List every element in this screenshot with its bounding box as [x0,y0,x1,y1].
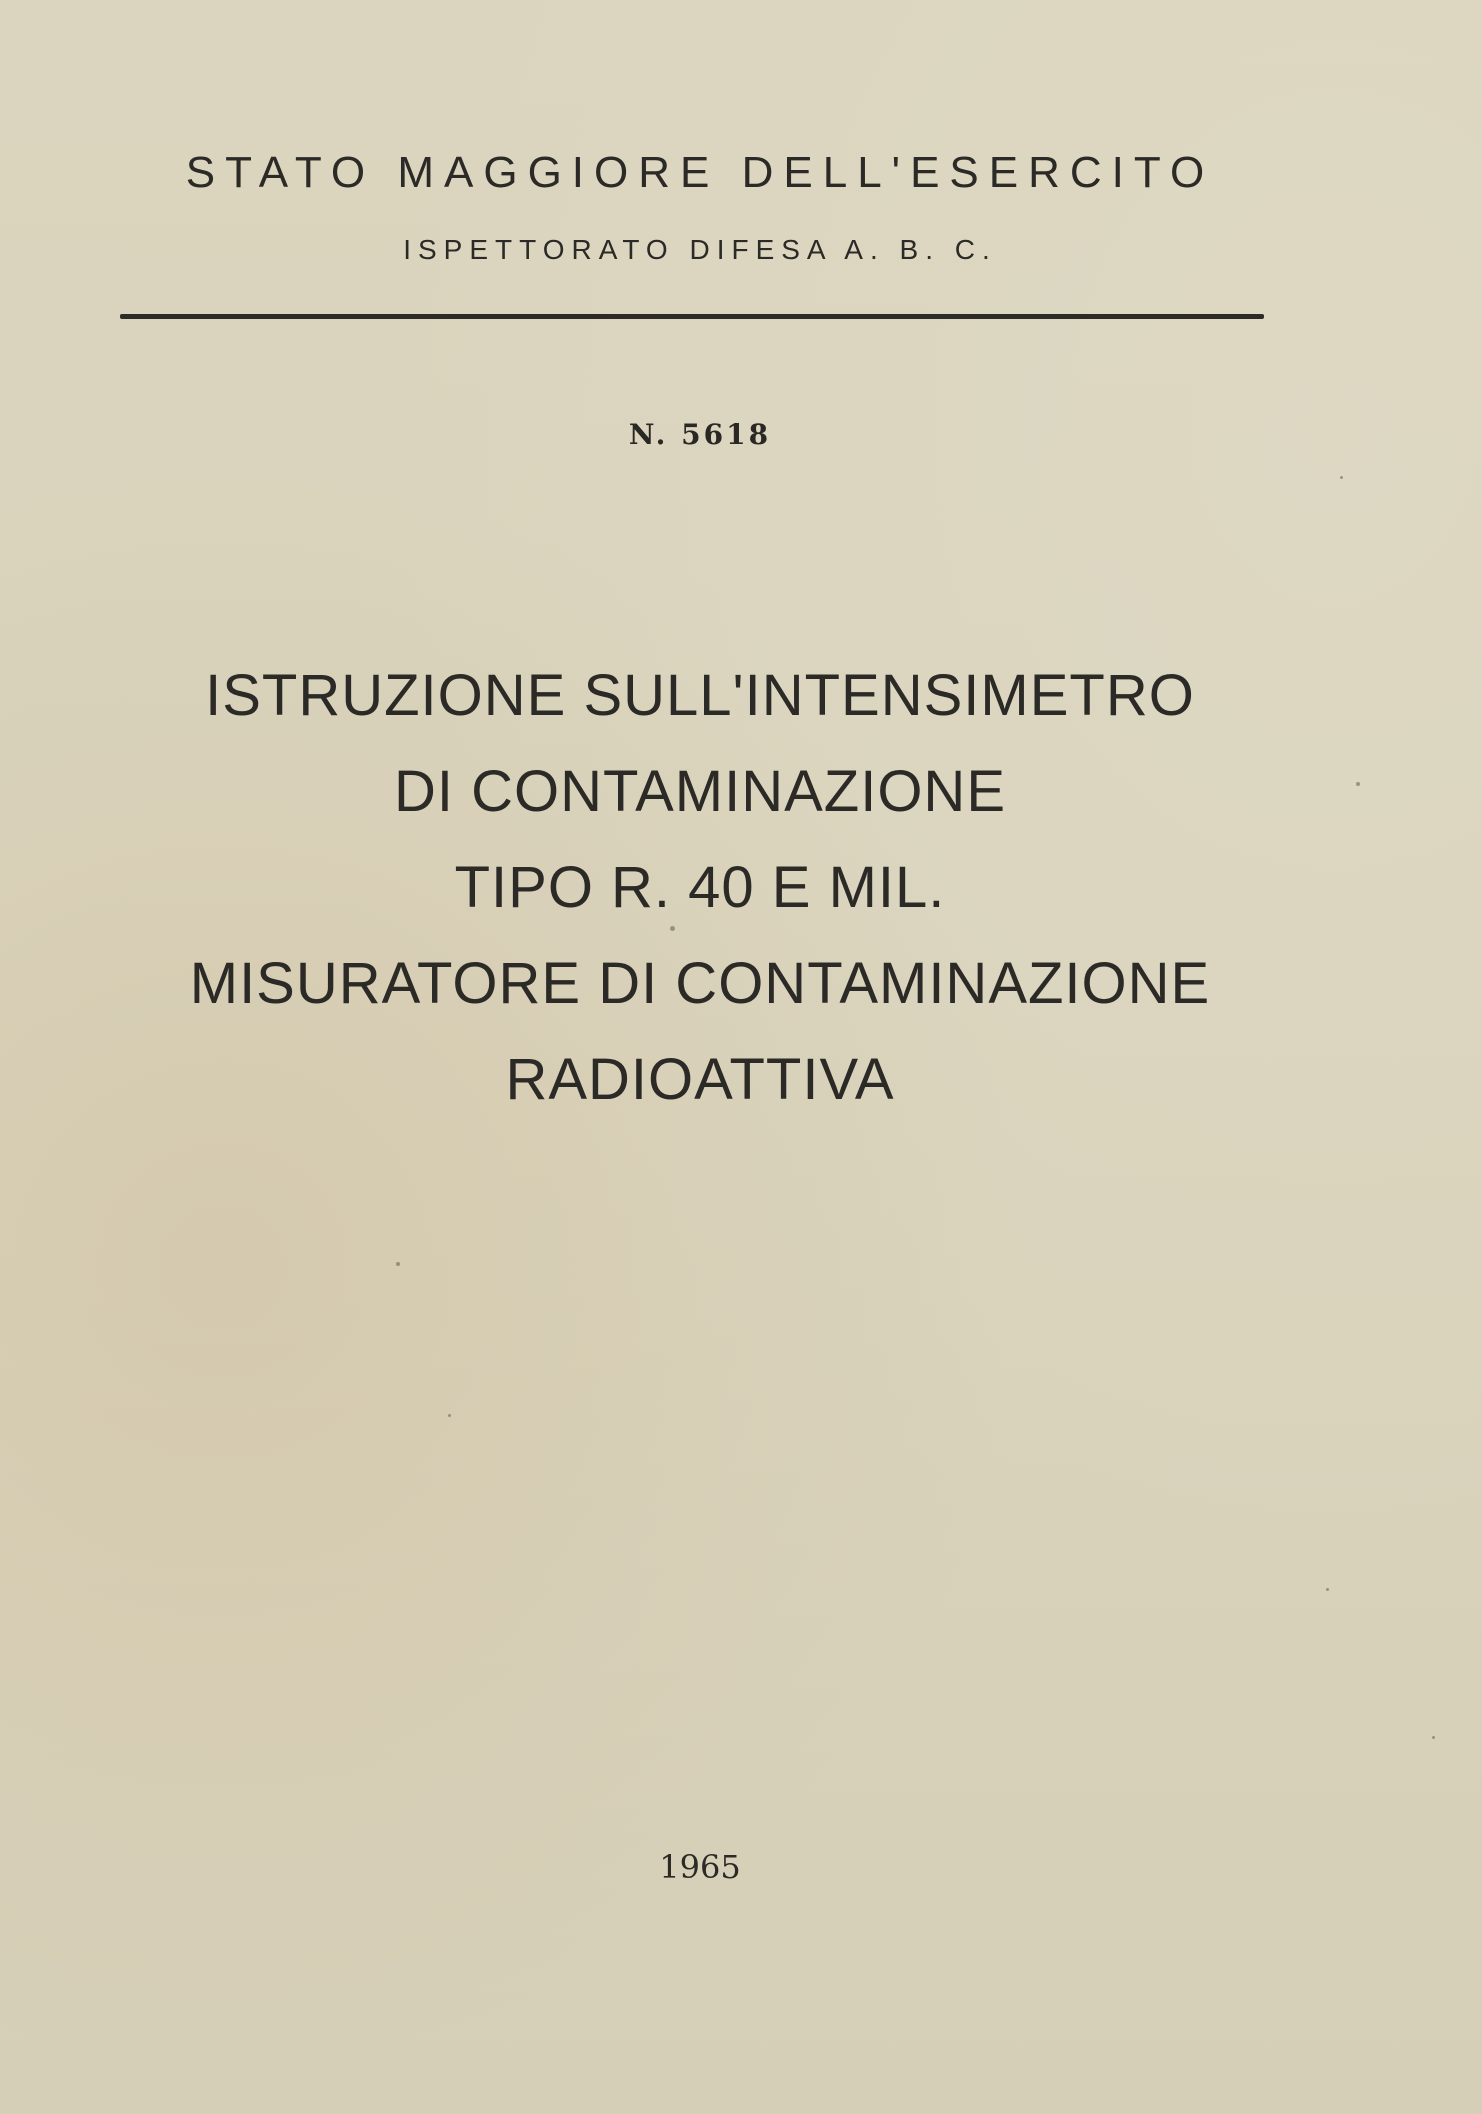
paper-speck [1356,782,1360,786]
paper-speck [448,1414,451,1417]
paper-speck [1326,1588,1329,1591]
paper-speck [670,926,675,931]
title-line-1: ISTRUZIONE SULL'INTENSIMETRO [205,663,1195,728]
document-number: N. 5618 [628,418,772,451]
department-subtitle: ISPETTORATO DIFESA A. B. C. [403,234,997,265]
organization-title: STATO MAGGIORE DELL'ESERCITO [185,148,1215,197]
header-divider [120,314,1264,319]
title-line-2: DI CONTAMINAZIONE [393,759,1007,824]
title-line-3: TIPO R. 40 E MIL. [454,855,946,920]
paper-speck [1340,476,1343,479]
paper-speck [396,1262,400,1266]
document-title [0,648,1400,1128]
paper-speck [1432,1736,1435,1739]
title-line-5: RADIOATTIVA [505,1047,895,1112]
title-line-4: MISURATORE DI CONTAMINAZIONE [189,951,1211,1016]
publication-year: 1965 [659,1848,741,1886]
